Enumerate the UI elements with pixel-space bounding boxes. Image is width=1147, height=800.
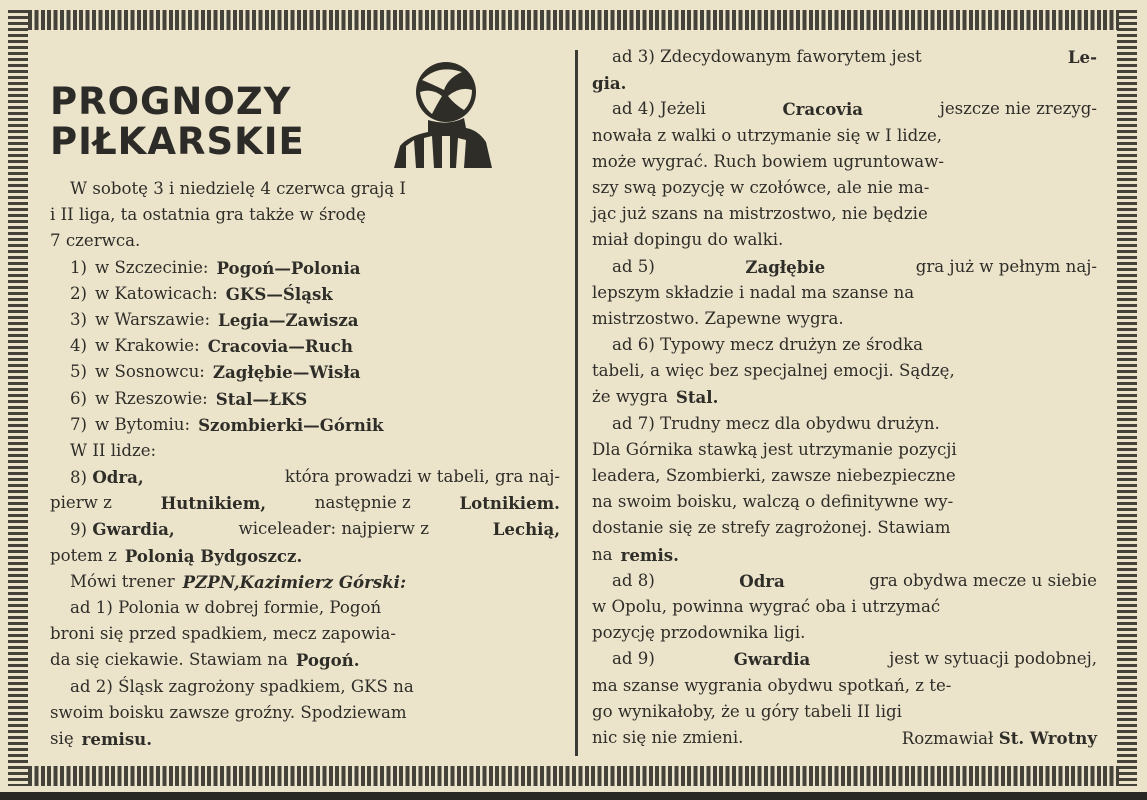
comment-ad7: na remis. <box>592 544 679 565</box>
author-name: St. Wrotny <box>998 727 1097 748</box>
league2-heading: W II lidze: <box>70 440 157 460</box>
comment-ad4: ad 4) Jeżeli Cracovia jeszcze nie zrezyg- <box>612 99 1097 120</box>
comment-ad1: broni się przed spadkiem, mecz zapowia- <box>50 624 396 644</box>
intro-line: 7 czerwca. <box>50 231 141 251</box>
fixture-row: 6) w Rzeszowie: Stal—ŁKS <box>70 388 308 409</box>
comment-ad5: lepszym składzie i nadal ma szanse na <box>592 282 915 302</box>
comment-ad7: Dla Górnika stawką jest utrzymanie pozycji <box>592 439 957 459</box>
comment-ad3: gia. <box>592 73 627 94</box>
fixture-row: 3) w Warszawie: Legia—Zawisza <box>70 309 359 330</box>
title-line-2: PIŁKARSKIE <box>50 120 305 163</box>
title-line-1: PROGNOZY <box>50 80 292 123</box>
comment-ad2: swoim boisku zawsze groźny. Spodziewam <box>50 702 407 722</box>
comment-ad1: da się ciekawie. Stawiam na Pogoń. <box>50 650 360 671</box>
comment-ad7: dostanie się ze strefy zagrożonej. Stawiam <box>592 518 951 538</box>
comment-ad8: ad 8) Odra gra obydwa mecze u siebie <box>612 570 1097 591</box>
comment-ad9: go wynikałoby, że u góry tabeli II ligi <box>592 701 902 721</box>
fixture-8-line-1: 8) Odra, która prowadzi w tabeli, gra naj- <box>70 467 560 488</box>
comment-ad4: nowała z walki o utrzymanie się w I lidze, <box>592 125 943 145</box>
article-title <box>50 82 305 162</box>
comment-ad5: mistrzostwo. Zapewne wygra. <box>592 308 844 328</box>
striped-border-left <box>8 10 28 786</box>
fixture-row: 7) w Bytomiu: Szombierki—Górnik <box>70 414 384 435</box>
fixture-8-line-2: pierw z Hutnikiem, następnie z Lotnikiem. <box>50 493 560 514</box>
striped-border-top <box>28 10 1119 30</box>
striped-border-right <box>1117 10 1137 786</box>
fixture-9-line-1: 9) Gwardia, wiceleader: najpierw z Lechią, <box>70 519 560 540</box>
comment-ad2: się remisu. <box>50 728 153 749</box>
comment-ad3: ad 3) Zdecydowanym faworytem jest Le- <box>612 47 1097 67</box>
left-column <box>50 176 560 752</box>
comment-ad8: w Opolu, powinna wygrać oba i utrzymać <box>592 596 941 616</box>
intro-line: W sobotę 3 i niedzielę 4 czerwca grają I <box>70 179 406 198</box>
column-divider <box>575 50 578 756</box>
comment-ad6: że wygra Stal. <box>592 387 719 408</box>
page-edge <box>0 792 1147 800</box>
fixture-row: 1) w Szczecinie: Pogoń—Polonia <box>70 257 361 278</box>
comment-ad7: ad 7) Trudny mecz dla obydwu drużyn. <box>612 413 940 433</box>
intro-line: i II liga, ta ostatnia gra także w środę <box>50 205 366 225</box>
fixture-row: 5) w Sosnowcu: Zagłębie—Wisła <box>70 362 361 383</box>
comment-ad6: ad 6) Typowy mecz drużyn ze środka <box>612 335 924 355</box>
comment-ad9-signature: nic się nie zmieni. Rozmawiał St. Wrotny <box>592 727 1097 748</box>
fixture-9-line-2: potem z Polonią Bydgoszcz. <box>50 545 303 566</box>
comment-ad6: tabeli, a więc bez specjalnej emocji. Sądzę, <box>592 361 955 381</box>
comment-ad5: ad 5) Zagłębie gra już w pełnym naj- <box>612 256 1097 277</box>
comment-ad7: na swoim boisku, walczą o definitywne wy- <box>592 492 954 512</box>
striped-border-bottom <box>28 766 1119 786</box>
comment-ad4: jąc już szans na mistrzostwo, nie będzie <box>592 204 928 224</box>
comment-ad7: leadera, Szombierki, zawsze niebezpieczne <box>592 466 956 485</box>
fixture-row: 2) w Katowicach: GKS—Śląsk <box>70 283 333 304</box>
comment-ad8: pozycję przodownika ligi. <box>592 623 806 643</box>
comment-ad4: miał dopingu do walki. <box>592 230 784 250</box>
comment-ad9: ad 9) Gwardia jest w sytuacji podobnej, <box>612 649 1097 670</box>
comment-ad4: szy swą pozycję w czołówce, ale nie ma- <box>592 177 930 197</box>
right-column <box>592 44 1097 751</box>
comment-ad9: ma szanse wygrania obydwu spotkań, z te- <box>592 675 952 695</box>
comment-ad4: może wygrać. Ruch bowiem ugruntowaw- <box>592 151 945 171</box>
comment-ad1: ad 1) Polonia w dobrej formie, Pogoń <box>70 598 382 617</box>
comment-ad2: ad 2) Śląsk zagrożony spadkiem, GKS na <box>70 676 414 696</box>
football-player-icon <box>388 50 498 170</box>
fixture-row: 4) w Krakowie: Cracovia—Ruch <box>70 336 353 357</box>
coach-intro: Mówi trener PZPN, Kazimierz Górski: <box>70 571 407 592</box>
